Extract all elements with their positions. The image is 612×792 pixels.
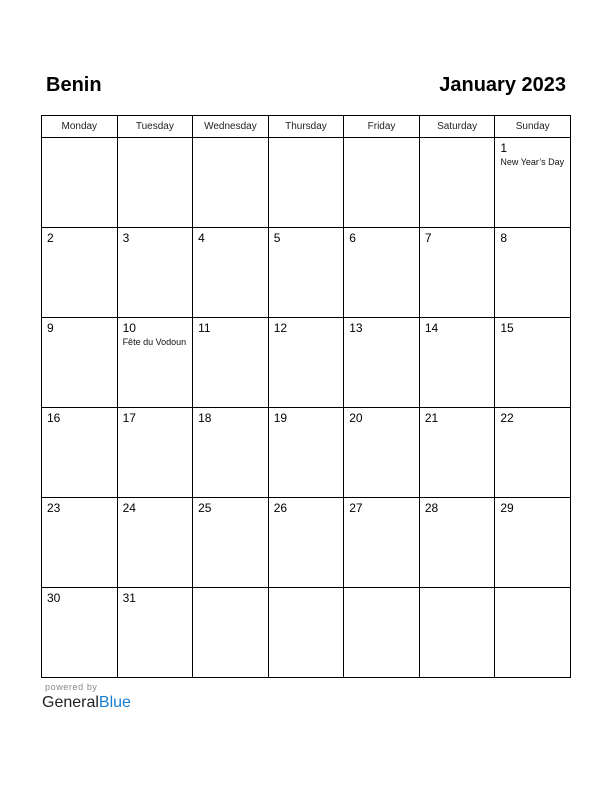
day-number: 7 bbox=[424, 231, 432, 245]
calendar-grid bbox=[41, 115, 571, 678]
day-cell[interactable] bbox=[419, 498, 495, 588]
day-cell[interactable] bbox=[495, 408, 571, 498]
day-number bbox=[118, 138, 193, 142]
calendar-header bbox=[46, 70, 566, 100]
day-cell[interactable] bbox=[117, 228, 193, 318]
holiday-label: New Year’s Day bbox=[500, 157, 565, 167]
day-number: 4 bbox=[198, 231, 205, 245]
week-row bbox=[42, 588, 571, 678]
day-number: 25 bbox=[198, 501, 212, 515]
day-number: 31 bbox=[122, 591, 136, 605]
day-number bbox=[193, 138, 268, 142]
day-cell[interactable] bbox=[193, 318, 269, 408]
holiday-label: Fête du Vodoun bbox=[122, 337, 187, 347]
day-cell[interactable] bbox=[193, 228, 269, 318]
day-cell[interactable] bbox=[193, 498, 269, 588]
day-cell[interactable] bbox=[117, 318, 193, 408]
day-cell[interactable] bbox=[495, 318, 571, 408]
day-number bbox=[420, 138, 495, 142]
day-cell[interactable] bbox=[42, 498, 118, 588]
week-row bbox=[42, 408, 571, 498]
day-number: 17 bbox=[122, 411, 136, 425]
day-cell[interactable] bbox=[495, 138, 571, 228]
day-number: 12 bbox=[273, 321, 288, 335]
day-number: 22 bbox=[500, 411, 514, 425]
day-cell[interactable] bbox=[193, 588, 269, 678]
day-number: 9 bbox=[47, 321, 54, 335]
day-cell[interactable] bbox=[419, 228, 495, 318]
day-number: 20 bbox=[349, 411, 363, 425]
day-cell[interactable] bbox=[117, 588, 193, 678]
day-cell[interactable] bbox=[344, 318, 420, 408]
week-row bbox=[42, 228, 571, 318]
day-number: 14 bbox=[424, 321, 439, 335]
day-number: 28 bbox=[424, 501, 439, 515]
day-cell[interactable] bbox=[344, 588, 420, 678]
day-number: 5 bbox=[273, 231, 281, 245]
day-cell[interactable] bbox=[495, 498, 571, 588]
day-number: 26 bbox=[273, 501, 288, 515]
week-row bbox=[42, 498, 571, 588]
weekday-wednesday: Wednesday bbox=[193, 116, 269, 138]
day-number bbox=[344, 588, 419, 592]
day-cell[interactable] bbox=[495, 588, 571, 678]
day-number bbox=[193, 588, 268, 592]
day-number: 21 bbox=[424, 411, 439, 425]
brand-blue: Blue bbox=[98, 694, 131, 711]
brand-logo[interactable] bbox=[42, 694, 131, 712]
day-cell[interactable] bbox=[42, 138, 118, 228]
weekday-saturday: Saturday bbox=[419, 116, 495, 138]
day-cell[interactable] bbox=[344, 228, 420, 318]
weekday-sunday: Sunday bbox=[495, 116, 571, 138]
day-cell[interactable] bbox=[344, 498, 420, 588]
day-number bbox=[420, 588, 495, 592]
powered-by-text: powered by bbox=[45, 682, 98, 692]
day-cell[interactable] bbox=[42, 408, 118, 498]
day-number: 13 bbox=[349, 321, 363, 335]
day-number bbox=[269, 138, 344, 142]
weekday-tuesday: Tuesday bbox=[117, 116, 193, 138]
day-number: 3 bbox=[122, 231, 130, 245]
footer bbox=[42, 682, 131, 712]
day-cell[interactable] bbox=[117, 408, 193, 498]
day-cell[interactable] bbox=[268, 228, 344, 318]
day-cell[interactable] bbox=[268, 588, 344, 678]
day-number: 11 bbox=[198, 321, 211, 335]
day-number: 16 bbox=[47, 411, 61, 425]
weekday-thursday: Thursday bbox=[268, 116, 344, 138]
day-cell[interactable] bbox=[268, 498, 344, 588]
day-number: 27 bbox=[349, 501, 363, 515]
day-number: 8 bbox=[500, 231, 508, 245]
brand-general: General bbox=[42, 694, 99, 711]
day-number bbox=[344, 138, 419, 142]
day-number: 10 bbox=[122, 321, 136, 335]
day-cell[interactable] bbox=[193, 138, 269, 228]
day-number: 6 bbox=[349, 231, 356, 245]
weekday-friday: Friday bbox=[344, 116, 420, 138]
day-number: 19 bbox=[273, 411, 288, 425]
day-cell[interactable] bbox=[344, 408, 420, 498]
day-number: 30 bbox=[47, 591, 61, 605]
day-number bbox=[495, 588, 570, 592]
day-cell[interactable] bbox=[42, 588, 118, 678]
day-number: 23 bbox=[47, 501, 61, 515]
day-cell[interactable] bbox=[268, 318, 344, 408]
day-number: 18 bbox=[198, 411, 212, 425]
day-number: 1 bbox=[500, 141, 508, 155]
day-cell[interactable] bbox=[117, 138, 193, 228]
day-cell[interactable] bbox=[117, 498, 193, 588]
weekday-header-row bbox=[42, 116, 571, 138]
day-cell[interactable] bbox=[495, 228, 571, 318]
day-number: 24 bbox=[122, 501, 136, 515]
day-number bbox=[269, 588, 344, 592]
day-number: 2 bbox=[47, 231, 54, 245]
day-cell[interactable] bbox=[42, 318, 118, 408]
day-cell[interactable] bbox=[268, 408, 344, 498]
day-cell[interactable] bbox=[193, 408, 269, 498]
day-number: 15 bbox=[500, 321, 514, 335]
day-number: 29 bbox=[500, 501, 514, 515]
country-title: Benin bbox=[46, 73, 102, 96]
day-cell[interactable] bbox=[42, 228, 118, 318]
day-cell[interactable] bbox=[419, 408, 495, 498]
day-cell[interactable] bbox=[419, 138, 495, 228]
week-row bbox=[42, 138, 571, 228]
weekday-monday: Monday bbox=[42, 116, 118, 138]
day-cell[interactable] bbox=[344, 138, 420, 228]
day-cell[interactable] bbox=[419, 318, 495, 408]
week-row bbox=[42, 318, 571, 408]
month-year-title: January 2023 bbox=[439, 73, 566, 96]
day-number bbox=[42, 138, 117, 142]
day-cell[interactable] bbox=[268, 138, 344, 228]
day-cell[interactable] bbox=[419, 588, 495, 678]
